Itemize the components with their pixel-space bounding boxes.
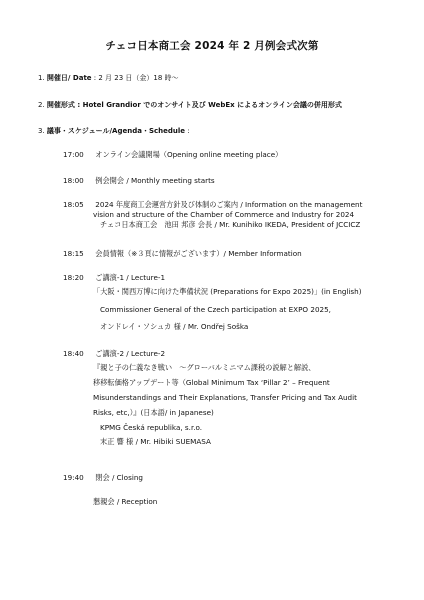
agenda-item bbox=[63, 473, 393, 482]
agenda-text: ご講演-2 / Lecture-2 bbox=[95, 349, 166, 358]
lecture-title: 移移転価格アップデート等（Global Minimum Tax ‘Pillar 2’ – Frequent bbox=[93, 378, 330, 387]
agenda-item bbox=[63, 176, 393, 185]
lecturer-name: オンドレイ・ソシュカ 様 / Mr. Ondřej Soška bbox=[100, 322, 249, 331]
section-date bbox=[38, 74, 179, 83]
agenda-time: 18:05 bbox=[63, 200, 84, 209]
section-label: 議事・スケジュール/Agenda・Schedule bbox=[46, 127, 186, 135]
agenda-item bbox=[63, 150, 393, 159]
lecturer-name: 末正 響 様 / Mr. Hibiki SUEMASA bbox=[100, 437, 211, 446]
section-agenda bbox=[38, 127, 190, 136]
lecture-title: Risks, etc,）』(日本語/ in Japanese) bbox=[93, 408, 214, 417]
lecture-title: Misunderstandings and Their Explanations, Transfer Pricing and Tax Audit bbox=[93, 393, 357, 402]
agenda-text: ご講演-1 / Lecture-1 bbox=[95, 273, 166, 282]
lecture-title: 『親と子の仁義なき戦い ～グローバルミニマム課税の説解と解説、 bbox=[93, 363, 316, 372]
agenda-item bbox=[63, 200, 393, 209]
agenda-item-reception bbox=[93, 497, 423, 506]
section-format bbox=[38, 101, 342, 110]
agenda-time: 17:00 bbox=[63, 150, 84, 159]
lecturer-role: Commissioner General of the Czech participation at EXPO 2025, bbox=[100, 305, 331, 314]
section-number: 3. bbox=[38, 127, 45, 135]
agenda-time: 18:20 bbox=[63, 273, 84, 282]
section-label: 開催日/ Date bbox=[46, 74, 92, 82]
agenda-time: 18:15 bbox=[63, 249, 84, 258]
lecture-title: 「大阪・関西万博に向けた準備状況 (Preparations for Expo 2025)」(in English) bbox=[93, 287, 362, 296]
agenda-text: 懇親会 / Reception bbox=[93, 497, 158, 506]
section-number: 2. bbox=[38, 101, 45, 109]
agenda-text-continued: vision and structure of the Chamber of Commerce and Industry for 2024 bbox=[93, 210, 355, 219]
section-value: : 2 月 23 日（金）18 時～ bbox=[91, 74, 179, 82]
agenda-time: 18:00 bbox=[63, 176, 84, 185]
document-title: チェコ日本商工会 2024 年 2 月例会式次第 bbox=[105, 40, 319, 52]
agenda-time: 18:40 bbox=[63, 349, 84, 358]
section-number: 1. bbox=[38, 74, 45, 82]
agenda-item bbox=[63, 273, 393, 282]
section-label: 開催形式 : Hotel Grandior でのオンサイト及び WebEx によるオンライン会議の併用形式 bbox=[46, 101, 342, 109]
agenda-text: 例会開会 / Monthly meeting starts bbox=[95, 176, 215, 185]
agenda-text: オンライン会議開場（Opening online meeting place） bbox=[95, 150, 283, 159]
agenda-speaker: チェコ日本商工会 池田 邦彦 会長 / Mr. Kunihiko IKEDA, President of JCCICZ bbox=[100, 220, 361, 229]
agenda-text: 2024 年度商工会運営方針及び体制のご案内 / Information on the management bbox=[95, 200, 363, 209]
section-value: : bbox=[185, 127, 190, 135]
agenda-item bbox=[63, 249, 393, 258]
agenda-time: 19:40 bbox=[63, 473, 84, 482]
lecturer-company: KPMG Česká republika, s.r.o. bbox=[100, 423, 203, 432]
agenda-text: 閉会 / Closing bbox=[95, 473, 143, 482]
agenda-item bbox=[63, 349, 393, 358]
agenda-text: 会員情報（※３頁に情報がございます）/ Member Information bbox=[95, 249, 302, 258]
